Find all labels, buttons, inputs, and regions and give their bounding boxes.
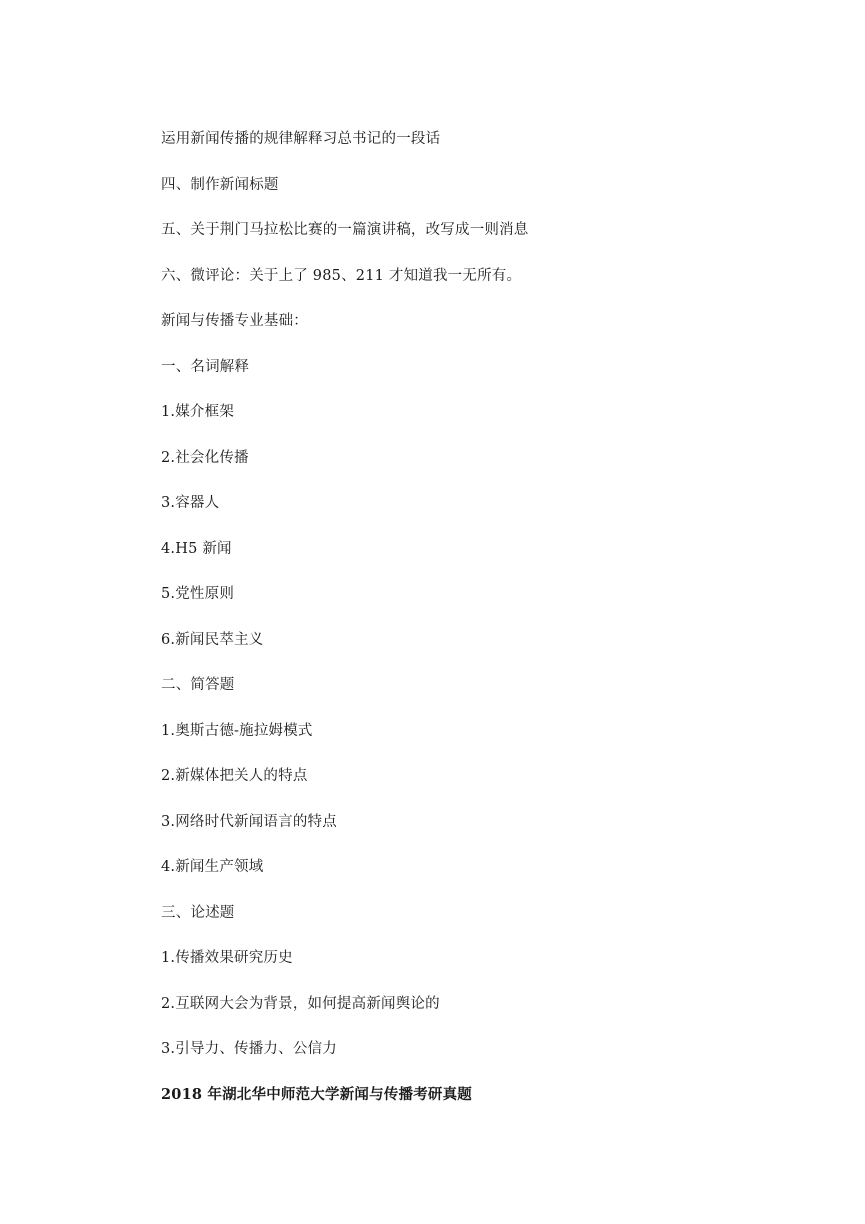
subject-heading: 新闻与传播专业基础： [161,313,308,329]
document-body [161,124,801,1125]
list-item: 1.媒介框架 [161,404,235,420]
text-line: 运用新闻传播的规律解释习总书记的一段话 [161,131,441,147]
list-item: 1.奥斯古德-施拉姆模式 [161,722,313,739]
section-heading: 一、名词解释 [161,358,250,375]
list-item: 5.党性原则 [161,586,235,602]
document-title-bold: 2018 年湖北华中师范大学新闻与传播考研真题 [161,1085,473,1103]
section-heading: 四、制作新闻标题 [161,176,279,193]
section-heading: 六、微评论：关于上了 985、211 才知道我一无所有。 [161,267,522,284]
list-item: 3.引导力、传播力、公信力 [161,1041,337,1057]
section-heading: 五、关于荆门马拉松比赛的一篇演讲稿，改写成一则消息 [161,222,529,238]
list-item: 3.容器人 [161,495,220,511]
section-heading: 三、论述题 [161,904,235,921]
list-item: 2.社会化传播 [161,449,249,466]
list-item: 4.H5 新闻 [161,540,232,557]
list-item: 2.新媒体把关人的特点 [161,768,308,784]
list-item: 3.网络时代新闻语言的特点 [161,813,337,830]
list-item: 1.传播效果研究历史 [161,950,293,966]
list-item: 4.新闻生产领域 [161,859,264,875]
list-item: 6.新闻民萃主义 [161,631,264,648]
list-item: 2.互联网大会为背景，如何提高新闻舆论的 [161,995,440,1012]
section-heading: 二、简答题 [161,677,235,693]
